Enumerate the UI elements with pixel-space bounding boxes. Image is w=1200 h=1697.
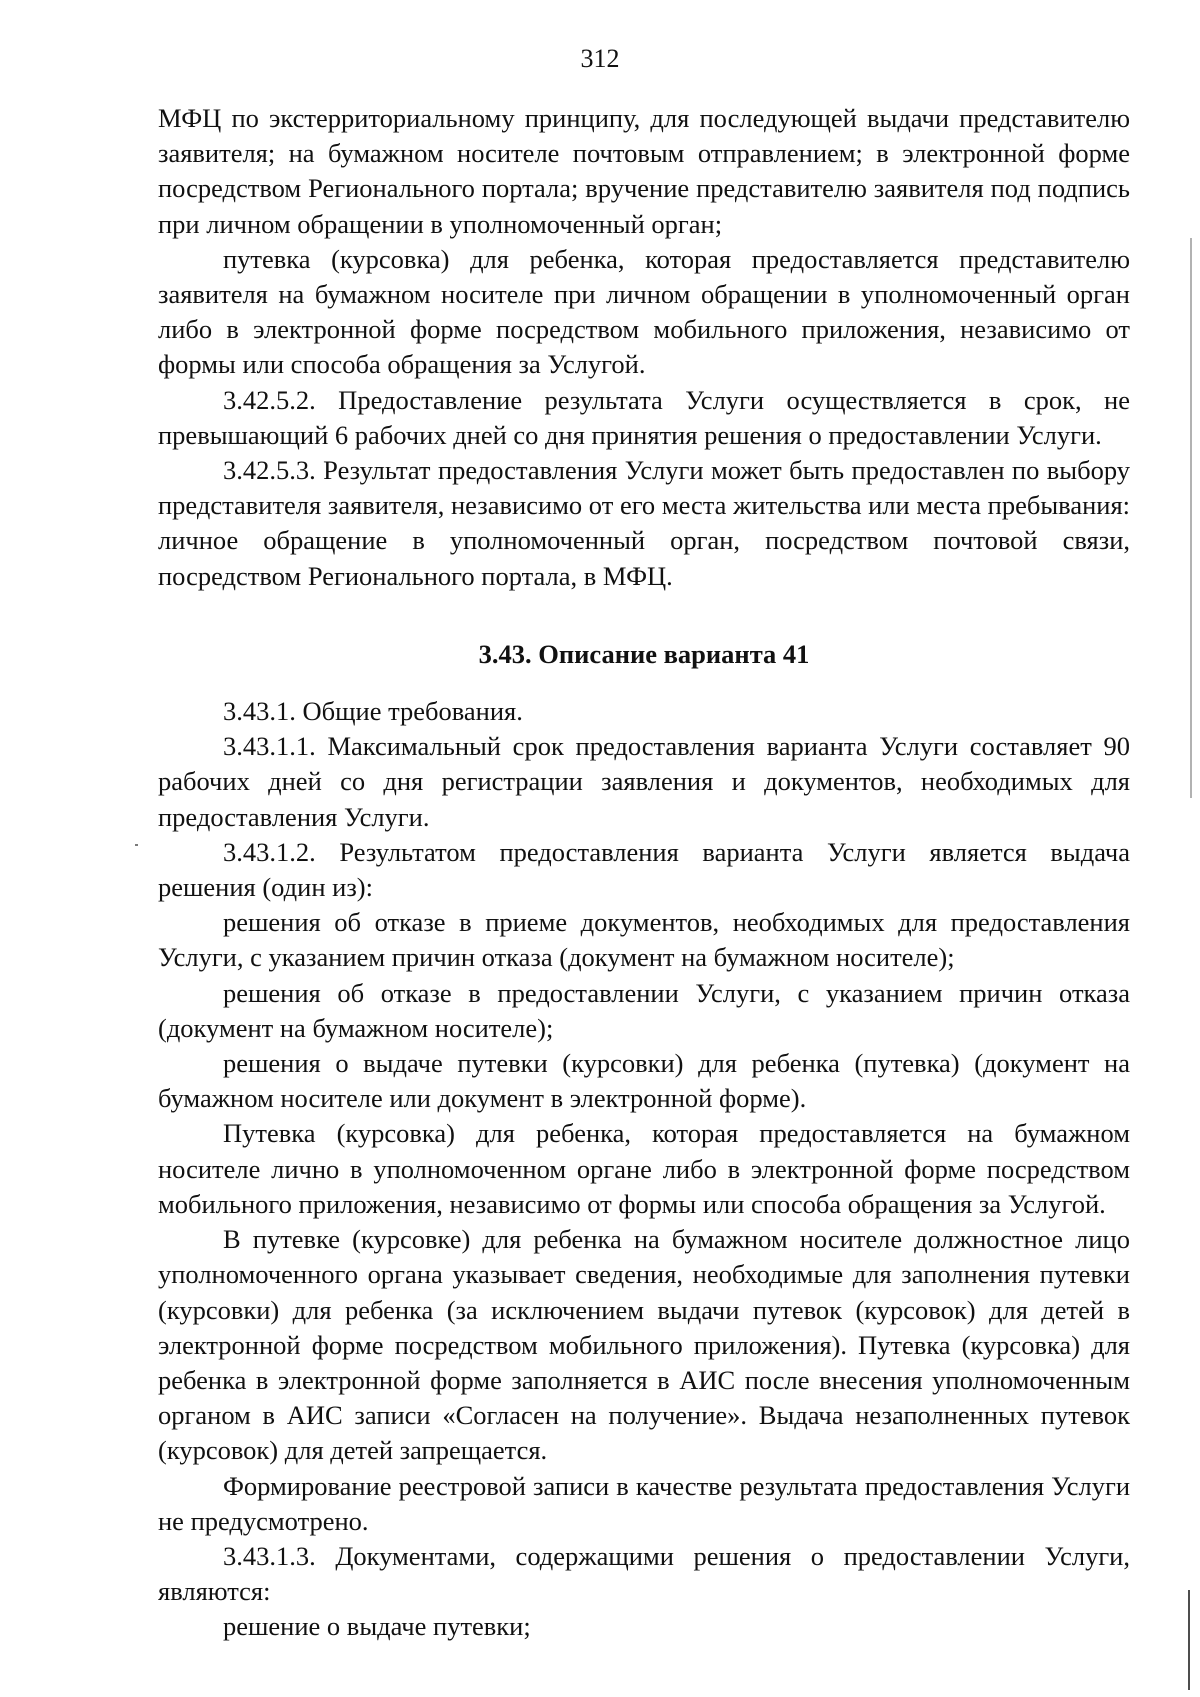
paragraph: 3.43.1.3. Документами, содержащими решения о предоставлении Услуги, являются: bbox=[158, 1540, 1130, 1607]
paragraph: путевка (курсовка) для ребенка, которая предоставляется представителю заявителя на бумажном носителе при личном обращении в уполномоченный орган либо в электронной форме посредством мобильного приложения, независимо от формы или способа обращения за Услугой. bbox=[158, 243, 1130, 380]
paragraph: решения об отказе в предоставлении Услуги, с указанием причин отказа (документ на бумажном носителе); bbox=[158, 977, 1130, 1043]
paragraph: 3.43.1.2. Результатом предоставления варианта Услуги является выдача решения (один из): bbox=[158, 836, 1130, 903]
section-heading: 3.43. Описание варианта 41 bbox=[478, 638, 810, 669]
paragraph: решение о выдаче путевки; bbox=[223, 1611, 531, 1642]
document-body bbox=[158, 101, 1130, 1645]
paragraph: В путевке (курсовке) для ребенка на бумажном носителе должностное лицо уполномоченного органа указывает сведения, необходимые для заполнения путевки (курсовки) для ребенка (за исключением выдачи путевок (курсовок) для детей в электронной форме посредством мобильного приложения). Путевка (курсовка) для ребенка в электронной форме заполняется в АИС после внесения уполномоченным органом в АИС записи «Согласен на получение». Выдача незаполненных путевок (курсовок) для детей запрещается. bbox=[158, 1224, 1130, 1466]
paragraph: 3.43.1. Общие требования. bbox=[223, 696, 523, 727]
paragraph: решения о выдаче путевки (курсовки) для ребенка (путевка) (документ на бумажном носителе или документ в электронной форме). bbox=[158, 1048, 1130, 1114]
scan-speck bbox=[135, 844, 138, 846]
paragraph: МФЦ по экстерриториальному принципу, для последующей выдачи представителю заявителя; на бумажном носителе почтовым отправлением; в электронной форме посредством Регионального портала; вручение представителю заявителя под подпись при личном обращении в уполномоченный орган; bbox=[158, 103, 1130, 239]
paragraph: решения об отказе в приеме документов, необходимых для предоставления Услуги, с указанием причин отказа (документ на бумажном носителе); bbox=[158, 907, 1130, 973]
paragraph: 3.42.5.3. Результат предоставления Услуги может быть предоставлен по выбору представителя заявителя, независимо от его места жительства или места пребывания: личное обращение в уполномоченный орган, посредством почтовой связи, посредством Регионального портала, в МФЦ. bbox=[158, 455, 1130, 591]
paragraph: 3.43.1.1. Максимальный срок предоставления варианта Услуги составляет 90 рабочих дней со дня регистрации заявления и документов, необходимых для предоставления Услуги. bbox=[158, 731, 1130, 832]
page-number: 312 bbox=[580, 44, 620, 73]
scan-edge-line bbox=[1188, 1590, 1190, 1690]
paragraph: Формирование реестровой записи в качестве результата предоставления Услуги не предусмотрено. bbox=[158, 1470, 1130, 1536]
paragraph: Путевка (курсовка) для ребенка, которая предоставляется на бумажном носителе лично в уполномоченном органе либо в электронной форме посредством мобильного приложения, независимо от формы или способа обращения за Услугой. bbox=[158, 1118, 1130, 1219]
scan-edge-line bbox=[1190, 238, 1192, 798]
paragraph: 3.42.5.2. Предоставление результата Услуги осуществляется в срок, не превышающий 6 рабочих дней со дня принятия решения о предоставлении Услуги. bbox=[158, 384, 1130, 450]
